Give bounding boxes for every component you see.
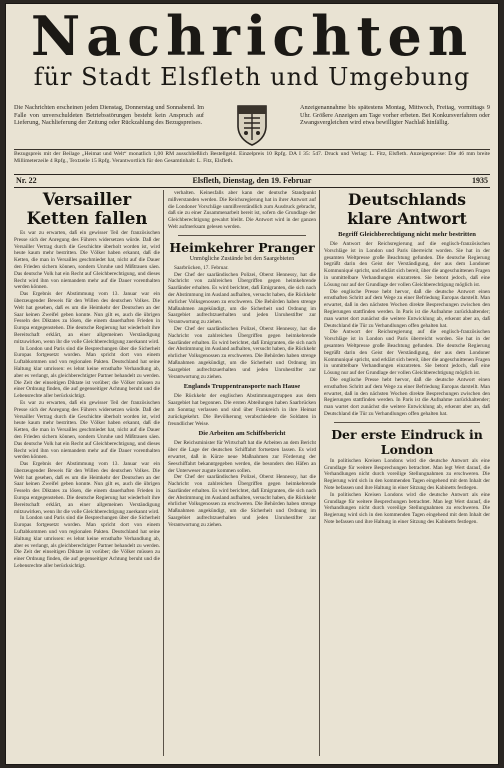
article-paragraph: In politischen Kreisen Londons wird die deutsche Antwort als eine Grundlage für weitere Besprechungen betrachtet. Man legt Wert darauf, die Verhandlungen nicht durch voreilige Stellungnahmen zu erschweren. Die Regierung wird sich in den kommenden Tagen eingehend mit dem Inhalt der Note befassen und ihre Haltung in einer Sitzung des Kabinetts festlegen. — [324, 457, 490, 491]
article-subheading: Die Arbeiten am Schiffsbericht — [198, 430, 286, 438]
article-paragraph: Das Ergebnis der Abstimmung vom 13. Januar war ein überzeugender Beweis für den Willen des deutschen Volkes. Die Welt hat gesehen, daß es um die Heimkehr der Deutschen an der Saar keinen Zweifel geben konnte. Nun gilt es, auch die übrigen Fesseln des Diktates zu lösen, die einem dauerhaften Frieden in Europa entgegenstehen. Die deutsche Regierung hat wiederholt ihre Bereitschaft erklärt, an einer allgemeinen Verständigung mitzuwirken, wenn ihr die volle Gleichberechtigung zuerkannt wird. — [14, 461, 160, 515]
article-paragraph: Es war zu erwarten, daß ein gewisser Teil der französischen Presse sich der Anregung des Führers widersetzen würde. Daß der Versailler Vertrag durch die Geschichte überholt worden ist, wird heute kaum mehr bestritten. Die Völker haben erkannt, daß die Ketten, die man in Versailles geschmiedet hat, nicht auf die Dauer den Frieden sichern können, sondern Unruhe und Mißtrauen säen. Das deutsche Volk hat ein Recht auf Gleichberechtigung, und dieses Recht wird ihm von niemandem mehr auf die Dauer vorenthalten werden können. — [14, 230, 160, 291]
article-headline: Der erste Eindruck in London — [331, 426, 483, 457]
article-divider — [178, 235, 306, 236]
masthead-title: Nachrichten — [30, 4, 474, 68]
masthead — [6, 4, 498, 102]
article-paragraph: Der Chef der saarländischen Polizei, Oberst Hennessy, hat die Nachricht von zahlreichen Übergriffen gegen heimkehrende Saarländer erhalten. Es wird berichtet, daß Emigranten, die sich nach der Abstimmung im Ausland aufhalten, versucht haben, die Rückkehr ehrlicher Volksgenossen zu erschweren. Die Behörden haben strenge Maßnahmen angekündigt, um die Sicherheit und Ordnung im Saargebiet aufrechtzuerhalten und jeden Unruhestifter zur Verantwortung zu ziehen. — [168, 325, 316, 380]
column-right — [324, 190, 490, 756]
article-subheading: Englands Truppentransporte nach Hause — [183, 383, 301, 391]
advertising-notice: Anzeigenannahme bis spätestens Montag, Mittwoch, Freitag, vormittags 9 Uhr. Größere Anzeigen am Tage vorher erbeten. Bei Konkursverfahren oder Zwangsvergleichen wird etwa bewilligter Nachlaß hinfällig. — [300, 104, 490, 127]
article-paragraph: Die Rückkehr der englischen Abstimmungstruppen aus dem Saargebiet hat begonnen. Die ersten Abteilungen haben Saarbrücken am Sonntag verlassen und sind über Frankreich in ihre Heimat zurückgekehrt. Die Bevölkerung verabschiedete die Soldaten in freundlicher Weise. — [168, 393, 316, 427]
article-paragraph: verhalten. Keinesfalls aber kann der deutsche Standpunkt mißverstanden werden. Die Reichsregierung hat in ihrer Antwort auf die Londoner Vorschläge unmißverständlich zum Ausdruck gebracht, daß sie zu einer Zusammenarbeit bereit ist, sofern die Grundlage der Gleichberechtigung gewahrt bleibt. Die Antwort wird in der ganzen Welt aufmerksam gelesen werden. — [168, 190, 316, 230]
article-paragraph: Der Chef der saarländischen Polizei, Oberst Hennessy, hat die Nachricht von zahlreichen Übergriffen gegen heimkehrende Saarländer erhalten. Es wird berichtet, daß Emigranten, die sich nach der Abstimmung im Ausland aufhalten, versucht haben, die Rückkehr ehrlicher Volksgenossen zu erschweren. Die Behörden haben strenge Maßnahmen angekündigt, um die Sicherheit und Ordnung im Saargebiet aufrechtzuerhalten und jeden Unruhestifter zur Verantwortung zu ziehen. — [168, 474, 316, 528]
article-paragraph: In London und Paris sind die Besprechungen über die Sicherheit Europas fortgesetzt worden. Man spricht dort von einem Luftabkommen und von regionalen Pakten. Deutschland hat seine Haltung klar umrissen: es lehnt keine ernsthafte Verhandlung ab, aber es verlangt, als gleichberechtigter Partner behandelt zu werden. Die Zeit der einseitigen Diktate ist vorüber; die Völker müssen zu einer Ordnung finden, die auf gegenseitiger Achtung beruht und die Lebensrechte aller berücksichtigt. — [14, 515, 160, 570]
coat-of-arms-icon — [235, 102, 269, 146]
imprint-line: Bezugspreis mit der Beilage „Heimat und Welt“ monatlich 1,00 RM ausschließlich Bestellgeld. Einzelpreis 10 Rpfg. DA I 35: 547. Druck und Verlag: L. Fitz, Elsfleth. Anzeigenpreise: Die 46 mm breite Millimeterzeile 4 Rpfg., Textzeile 15 Rpfg. Verantwortlich für den Gesamtinhalt: L. Fitz, Elsfleth. — [14, 149, 490, 173]
article-headline: Heimkehrer Pranger — [169, 239, 315, 255]
article-paragraph: Es war zu erwarten, daß ein gewisser Teil der französischen Presse sich der Anregung des Führers widersetzen würde. Daß der Versailler Vertrag durch die Geschichte überholt worden ist, wird heute kaum mehr bestritten. Die Völker haben erkannt, daß die Ketten, die man in Versailles geschmiedet hat, nicht auf die Dauer den Frieden sichern können, sondern Unruhe und Mißtrauen säen. Das deutsche Volk hat ein Recht auf Gleichberechtigung, und dieses Recht wird ihm von niemandem mehr auf die Dauer vorenthalten werden können. — [14, 399, 160, 461]
article-paragraph: Das Ergebnis der Abstimmung vom 13. Januar war ein überzeugender Beweis für den Willen des deutschen Volkes. Die Welt hat gesehen, daß es um die Heimkehr der Deutschen an der Saar keinen Zweifel geben konnte. Nun gilt es, auch die übrigen Fesseln des Diktates zu lösen, die einem dauerhaften Frieden in Europa entgegenstehen. Die deutsche Regierung hat wiederholt ihre Bereitschaft erklärt, an einer allgemeinen Verständigung mitzuwirken, wenn ihr die volle Gleichberechtigung zuerkannt wird. — [14, 291, 160, 345]
dateline-bar — [14, 174, 490, 188]
article-headline: Versailler Ketten fallen — [26, 190, 148, 228]
article-paragraph: Die englische Presse hebt hervor, daß die deutsche Antwort einen ernsthaften Schritt auf dem Wege zu einer Befriedung Europas darstellt. Man erwartet, daß in den nächsten Wochen direkte Besprechungen zwischen den Regierungen stattfinden werden. In Paris ist die Aufnahme zurückhaltender; man wartet dort zunächst die weitere Entwicklung ab, erkennt aber an, daß Deutschland die Tür zu Verhandlungen offen gehalten hat. — [324, 288, 490, 329]
issue-number: Nr. 22 — [16, 176, 37, 185]
article-paragraph: Die Antwort der Reichsregierung auf die englisch-französischen Vorschläge ist in London und Paris überreicht worden. Sie hat in der gesamten Weltpresse große Beachtung gefunden. Die deutsche Regierung begrüßt darin den Geist der Verständigung, der aus dem Londoner Kommuniqué spricht, und erklärt sich bereit, über die angeschnittenen Fragen in unmittelbare Verhandlungen einzutreten. Sie betont jedoch, daß eine Lösung nur auf der Grundlage der vollen Gleichberechtigung möglich ist. — [324, 241, 490, 288]
masthead-subtitle: für Stadt Elsfleth und Umgebung — [33, 63, 471, 91]
article-paragraph: Die englische Presse hebt hervor, daß die deutsche Antwort einen ernsthaften Schritt auf dem Wege zu einer Befriedung Europas darstellt. Man erwartet, daß in den nächsten Wochen direkte Besprechungen zwischen den Regierungen stattfinden werden. In Paris ist die Aufnahme zurückhaltender; man wartet dort zunächst die weitere Entwicklung ab, erkennt aber an, daß Deutschland die Tür zu Verhandlungen offen gehalten hat. — [324, 376, 490, 417]
article-paragraph: Die Antwort der Reichsregierung auf die englisch-französischen Vorschläge ist in London und Paris überreicht worden. Sie hat in der gesamten Weltpresse große Beachtung gefunden. Die deutsche Regierung begrüßt darin den Geist der Verständigung, der aus dem Londoner Kommuniqué spricht, und erklärt sich bereit, über die angeschnittenen Fragen in unmittelbare Verhandlungen einzutreten. Sie betont jedoch, daß eine Lösung nur auf der Grundlage der vollen Gleichberechtigung möglich ist. — [324, 329, 490, 377]
article-divider — [334, 422, 480, 423]
article-dateline: Saarbrücken, 17. Februar. — [174, 264, 229, 271]
article-paragraph: Der Reichsminister für Wirtschaft hat die Arbeiten an dem Bericht über die Lage der deutschen Schiffahrt fortsetzen lassen. Es wird erwartet, daß in Kürze neue Maßnahmen zur Förderung der Seeschiffahrt bekanntgegeben werden, die besonders den Häfen an der Unterweser zugute kommen sollen. — [168, 440, 316, 474]
article-paragraph: In politischen Kreisen Londons wird die deutsche Antwort als eine Grundlage für weitere Besprechungen betrachtet. Man legt Wert darauf, die Verhandlungen nicht durch voreilige Stellungnahmen zu erschweren. Die Regierung wird sich in den kommenden Tagen eingehend mit dem Inhalt der Note befassen und ihre Haltung in einer Sitzung des Kabinetts festlegen. — [324, 491, 490, 525]
newspaper-page — [6, 4, 498, 764]
publication-notice: Die Nachrichten erscheinen jeden Dienstag, Donnerstag und Sonnabend. Im Falle von unverschuldeten Betriebsstörungen besteht kein Anspruch auf Lieferung, Nachlieferung der Zeitung oder Rückzahlung des Bezugspreises. — [14, 104, 204, 127]
article-kicker: Unmögliche Zustände bei den Saargebieten — [189, 255, 295, 262]
issue-year: 1935 — [472, 176, 488, 185]
column-rule — [163, 190, 164, 756]
issue-date: Elsfleth, Dienstag, den 19. Februar — [192, 176, 312, 185]
column-left — [14, 190, 160, 756]
article-paragraph: Der Chef der saarländischen Polizei, Oberst Hennessy, hat die Nachricht von zahlreichen Übergriffen gegen heimkehrende Saarländer erhalten. Es wird berichtet, daß Emigranten, die sich nach der Abstimmung im Ausland aufhalten, versucht haben, die Rückkehr ehrlicher Volksgenossen zu erschweren. Die Behörden haben strenge Maßnahmen angekündigt, um die Sicherheit und Ordnung im Saargebiet aufrechtzuerhalten und jeden Unruhestifter zur Verantwortung zu ziehen. — [168, 271, 316, 326]
notice-row — [14, 104, 490, 146]
article-subheading: Begriff Gleichberechtigung nicht mehr bestritten — [338, 231, 476, 238]
column-middle — [168, 190, 316, 756]
column-rule — [319, 190, 320, 756]
article-paragraph: In London und Paris sind die Besprechungen über die Sicherheit Europas fortgesetzt worden. Man spricht dort von einem Luftabkommen und von regionalen Pakten. Deutschland hat seine Haltung klar umrissen: es lehnt keine ernsthafte Verhandlung ab, aber es verlangt, als gleichberechtigter Partner behandelt zu werden. Die Zeit der einseitigen Diktate ist vorüber; die Völker müssen zu einer Ordnung finden, die auf gegenseitiger Achtung beruht und die Lebensrechte aller berücksichtigt. — [14, 345, 160, 400]
article-headline: Deutschlands klare Antwort — [347, 190, 467, 228]
